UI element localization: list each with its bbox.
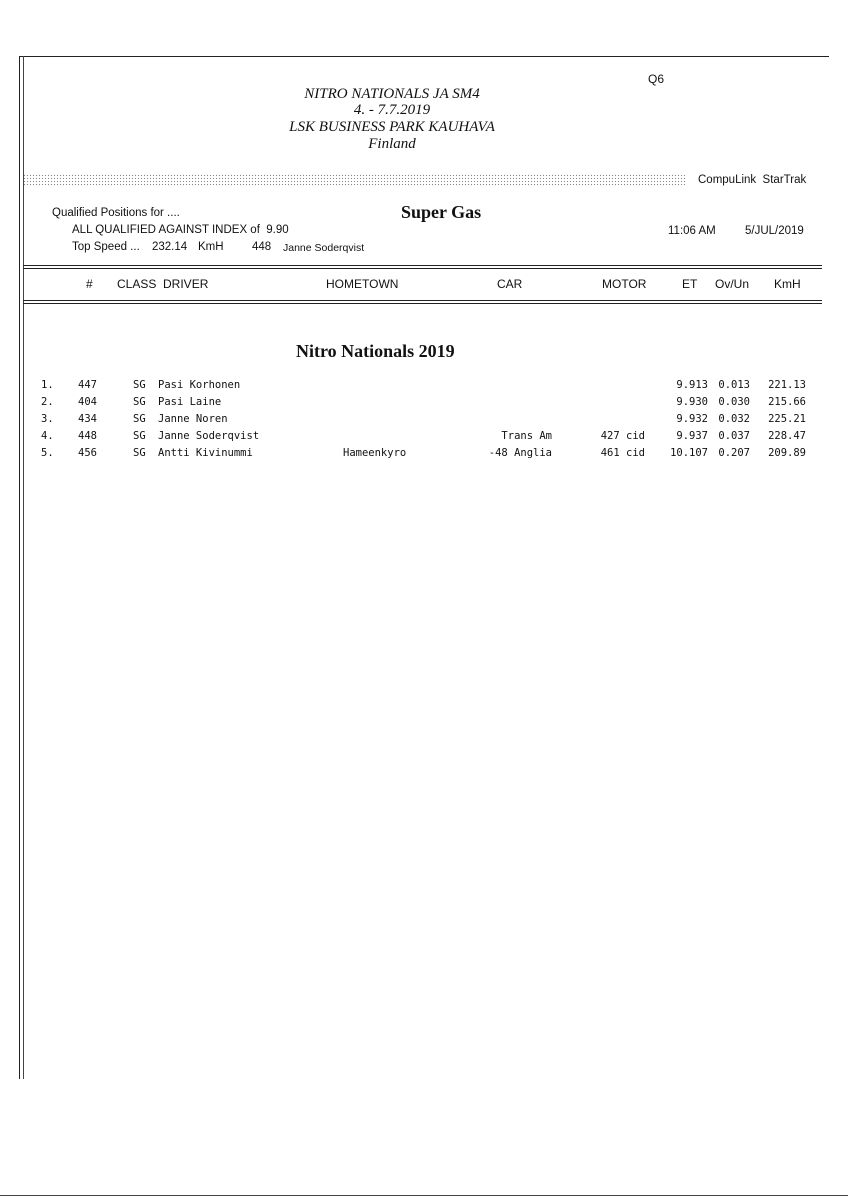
row-car: -48 Anglia xyxy=(488,447,552,459)
row-driver: Pasi Laine xyxy=(158,396,222,408)
col-hometown: HOMETOWN xyxy=(326,277,399,291)
table-row xyxy=(0,430,848,447)
top-speed-driver: Janne Soderqvist xyxy=(283,242,365,254)
page-code: Q6 xyxy=(648,72,665,86)
left-margin-rule xyxy=(19,56,20,1079)
row-driver: Janne Noren xyxy=(158,413,228,425)
col-number: # xyxy=(86,277,93,291)
index-line: ALL QUALIFIED AGAINST INDEX of 9.90 xyxy=(72,224,289,236)
col-et: ET xyxy=(682,277,698,291)
col-car: CAR xyxy=(497,277,523,291)
row-kmh: 225.21 xyxy=(768,413,806,425)
event-title: NITRO NATIONALS JA SM4 xyxy=(304,86,480,102)
row-class: SG xyxy=(133,413,146,425)
left-margin-rule-inner xyxy=(23,56,24,1079)
row-position: 1. xyxy=(41,379,54,391)
col-class-driver: CLASS DRIVER xyxy=(117,277,209,291)
row-kmh: 215.66 xyxy=(768,396,806,408)
row-class: SG xyxy=(133,379,146,391)
row-et: 9.913 xyxy=(676,379,708,391)
top-speed-value: 232.14 xyxy=(152,241,188,253)
header-rule-top xyxy=(23,265,822,266)
row-et: 9.937 xyxy=(676,430,708,442)
event-country: Finland xyxy=(368,136,416,152)
row-kmh: 221.13 xyxy=(768,379,806,391)
col-kmh: KmH xyxy=(774,277,801,291)
bottom-rule xyxy=(0,1195,848,1196)
section-title: Nitro Nationals 2019 xyxy=(296,341,455,361)
row-kmh: 228.47 xyxy=(768,430,806,442)
top-speed-label: Top Speed ... xyxy=(72,241,140,253)
row-ovun: 0.013 xyxy=(718,379,750,391)
row-et: 9.930 xyxy=(676,396,708,408)
row-car-number: 447 xyxy=(78,379,97,391)
qualified-label: Qualified Positions for .... xyxy=(52,207,180,219)
row-car-number: 434 xyxy=(78,413,97,425)
header-rule-bottom xyxy=(23,300,822,301)
table-row xyxy=(0,379,848,396)
table-row xyxy=(0,413,848,430)
row-car-number: 448 xyxy=(78,430,97,442)
row-motor: 427 cid xyxy=(600,430,645,442)
top-speed-unit: KmH xyxy=(198,241,224,253)
row-ovun: 0.037 xyxy=(718,430,750,442)
top-rule xyxy=(19,56,829,57)
row-hometown: Hameenkyro xyxy=(343,447,407,459)
row-driver: Pasi Korhonen xyxy=(158,379,241,391)
row-position: 4. xyxy=(41,430,54,442)
col-motor: MOTOR xyxy=(602,277,647,291)
class-title: Super Gas xyxy=(401,202,482,222)
table-row xyxy=(0,396,848,413)
row-et: 10.107 xyxy=(670,447,708,459)
header-rule-top-2 xyxy=(23,268,822,269)
report-time: 11:06 AM xyxy=(668,225,716,237)
event-dates: 4. - 7.7.2019 xyxy=(353,102,431,118)
event-venue: LSK BUSINESS PARK KAUHAVA xyxy=(289,119,495,135)
row-position: 2. xyxy=(41,396,54,408)
row-car-number: 404 xyxy=(78,396,97,408)
row-ovun: 0.032 xyxy=(718,413,750,425)
row-driver: Antti Kivinummi xyxy=(158,447,253,459)
system-label: CompuLink StarTrak xyxy=(698,174,807,186)
report-date: 5/JUL/2019 xyxy=(745,225,804,237)
row-driver: Janne Soderqvist xyxy=(158,430,260,442)
row-ovun: 0.207 xyxy=(718,447,750,459)
row-car-number: 456 xyxy=(78,447,97,459)
table-row xyxy=(0,447,848,464)
row-class: SG xyxy=(133,396,146,408)
row-motor: 461 cid xyxy=(600,447,645,459)
top-speed-car-number: 448 xyxy=(252,241,272,253)
header-rule-bottom-2 xyxy=(23,303,822,304)
dotted-separator xyxy=(23,174,687,186)
row-class: SG xyxy=(133,430,146,442)
row-ovun: 0.030 xyxy=(718,396,750,408)
row-car: Trans Am xyxy=(501,430,552,442)
row-class: SG xyxy=(133,447,146,459)
row-position: 3. xyxy=(41,413,54,425)
row-et: 9.932 xyxy=(676,413,708,425)
col-ovun: Ov/Un xyxy=(715,277,750,291)
row-position: 5. xyxy=(41,447,54,459)
row-kmh: 209.89 xyxy=(768,447,806,459)
